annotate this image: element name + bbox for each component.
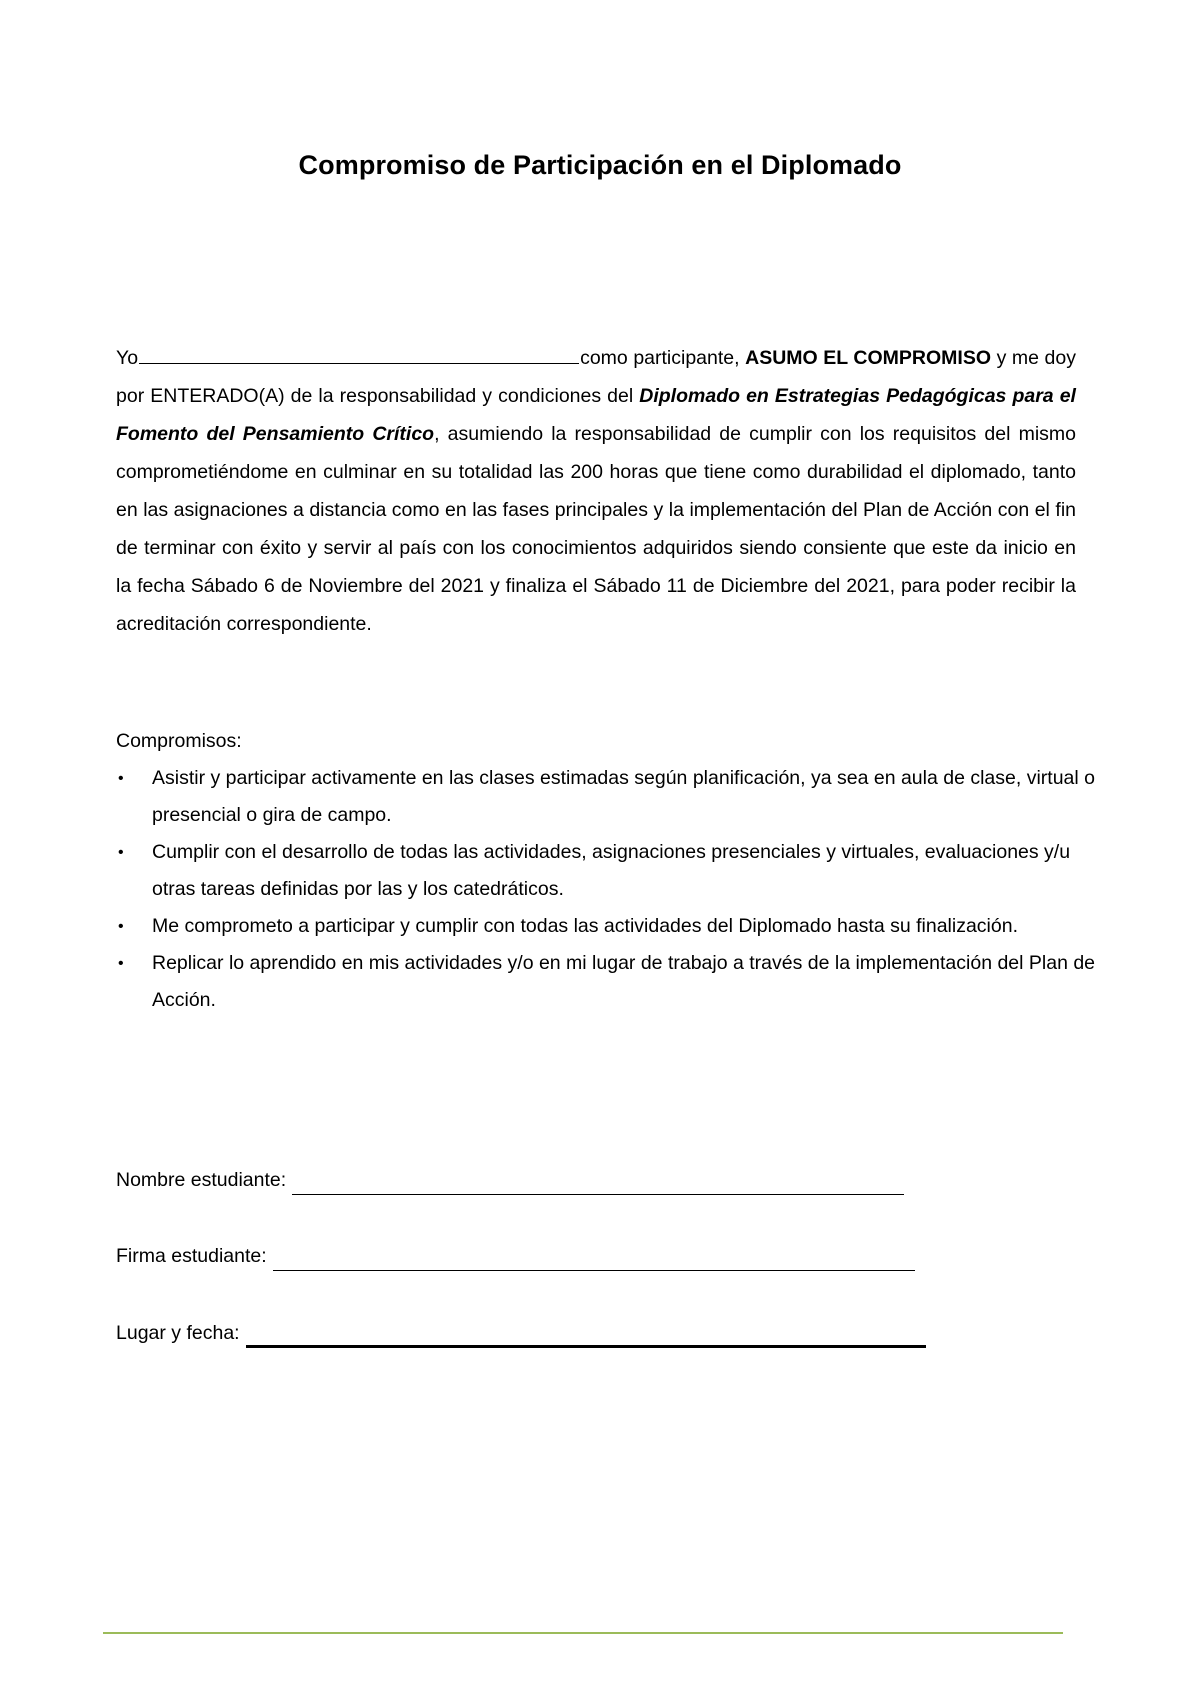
bullet-icon: •	[118, 918, 124, 935]
document-title: Compromiso de Participación en el Diplomado	[298, 150, 902, 180]
bullet-icon: •	[118, 955, 124, 972]
student-signature-field[interactable]	[273, 1248, 915, 1271]
student-signature-row	[116, 1241, 915, 1271]
intro-after-blank: como participante,	[580, 347, 746, 369]
place-date-label: Lugar y fecha:	[116, 1322, 240, 1344]
commitment-text: Cumplir con el desarrollo de todas las actividades, asignaciones presenciales y virtuales, evaluaciones y/u otras tareas definidas por las y los catedráticos.	[152, 841, 1071, 900]
place-date-row	[116, 1318, 926, 1348]
student-name-field[interactable]	[292, 1172, 904, 1195]
bold-commitment: ASUMO EL COMPROMISO	[745, 347, 991, 369]
after-bold-text: y me doy por ENTERADO(A) de la responsabilidad y condiciones del	[116, 347, 1076, 407]
student-signature-label: Firma estudiante:	[116, 1245, 267, 1267]
list-item	[116, 908, 1116, 945]
commitment-text: Asistir y participar activamente en las clases estimadas según planificación, ya sea en aula de clase, virtual o presencial o gira de campo.	[152, 767, 1095, 826]
place-date-field[interactable]	[246, 1323, 926, 1348]
list-item	[116, 834, 1116, 908]
footer-rule	[103, 1632, 1063, 1634]
intro-prefix: Yo	[116, 347, 139, 369]
program-name: Diplomado en Estrategias Pedagógicas para el Fomento del Pensamiento Crítico	[116, 385, 1076, 445]
paragraph-rest: , asumiendo la responsabilidad de cumplir con los requisitos del mismo comprometiéndome en culminar en su totalidad las 200 horas que tiene como durabilidad el diplomado, tanto en las asignaciones a distancia como en las fases principales y la implementación del Plan de Acción con el fin de terminar con éxito y servir al país con los conocimientos adquiridos siendo consiente que este da inicio en la fecha Sábado 6 de Noviembre del 2021 y finaliza el Sábado 11 de Diciembre del 2021, para poder recibir la acreditación correspondiente.	[116, 423, 1076, 635]
bullet-icon: •	[118, 844, 124, 861]
commitment-paragraph	[116, 339, 1076, 643]
participant-name-blank	[139, 341, 579, 364]
list-item	[116, 945, 1116, 1019]
student-name-label: Nombre estudiante:	[116, 1169, 287, 1191]
commitments-list	[116, 760, 1116, 1019]
commitment-text: Replicar lo aprendido en mis actividades y/o en mi lugar de trabajo a través de la implementación del Plan de Acción.	[152, 952, 1096, 1011]
student-name-row	[116, 1165, 904, 1195]
commitment-text: Me comprometo a participar y cumplir con todas las actividades del Diplomado hasta su finalización.	[152, 915, 1018, 937]
commitments-heading: Compromisos:	[116, 730, 242, 752]
list-item	[116, 760, 1116, 834]
bullet-icon: •	[118, 770, 124, 787]
